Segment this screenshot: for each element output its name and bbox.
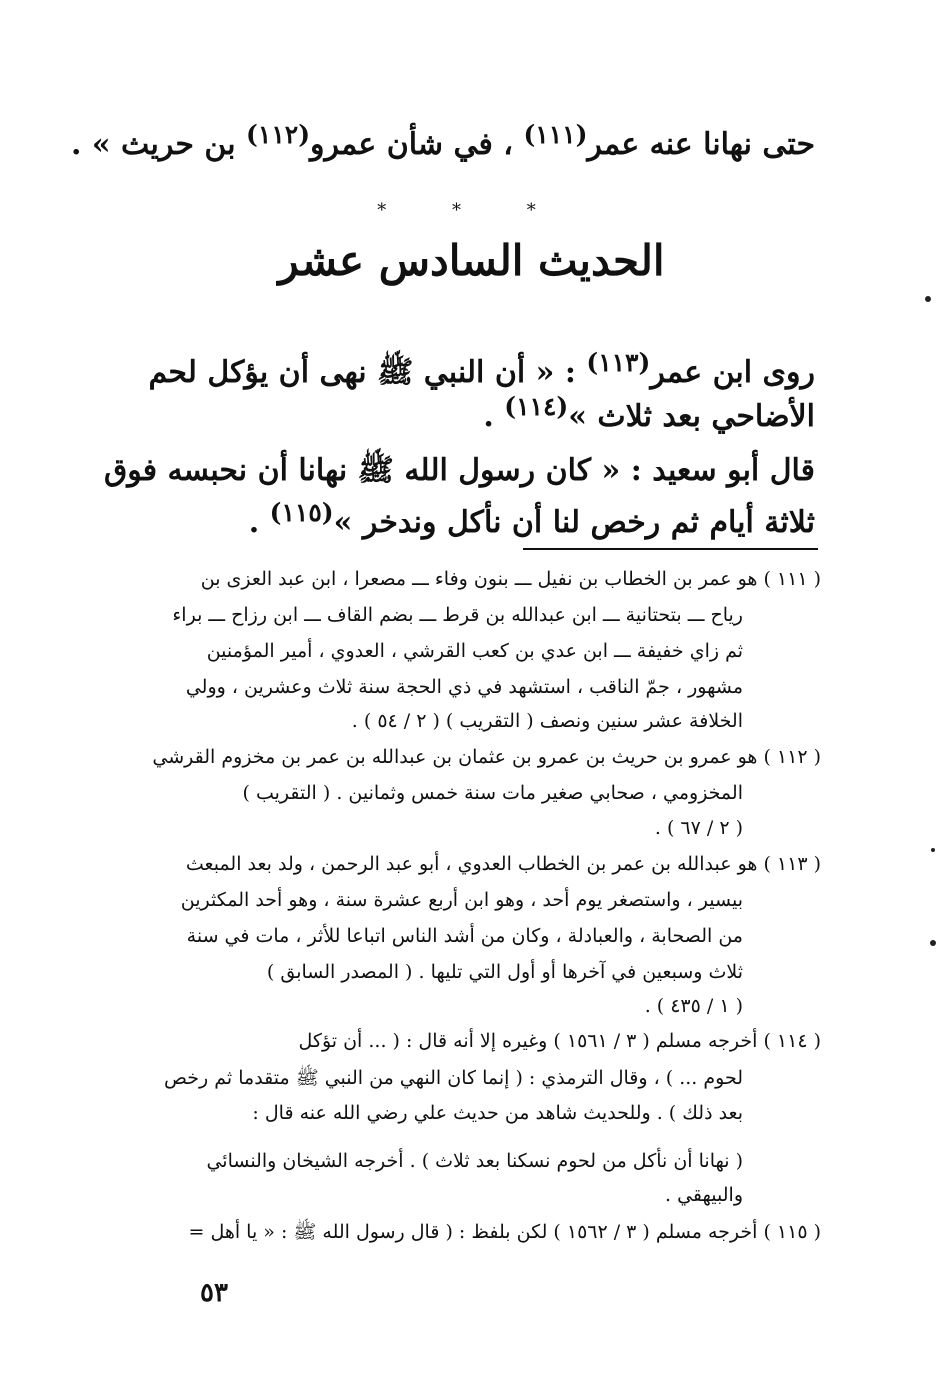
footnote-line: الخلافة عشر سنين ونصف ( التقريب ) ( ٢ / ٥٤ ) . <box>351 710 743 732</box>
body-line: روى ابن عمر$^{(١١٣)}$ : « أن النبي ﷺ نهى أن يؤكل لحم <box>148 348 815 390</box>
body-line: الأضاحي بعد ثلاث »$^{(١١٤)}$ . <box>483 392 815 434</box>
page-number: ٥٣ <box>200 1278 228 1308</box>
footnote-line: والبيهقي . <box>665 1184 743 1206</box>
footnote-line: ثلاث وسبعين في آخرها أو أول التي تليها . ( المصدر السابق ) <box>266 961 743 983</box>
footnote-line: ( ١ / ٤٣٥ ) . <box>644 995 743 1017</box>
body-line: ثلاثة أيام ثم رخص لنا أن نأكل وندخر »$^{(١١٥)}$ . <box>248 498 815 540</box>
section-heading: الحديث السادس عشر <box>278 236 665 285</box>
footnote-line: رياح ـــ بتحتانية ـــ ابن عبدالله بن قرط ـــ بضم القاف ـــ ابن رزاح ـــ براء <box>172 604 743 626</box>
footnote-line: لحوم ... ) ، وقال الترمذي : ( إنما كان النهي من النبي ﷺ متقدما ثم رخص <box>164 1067 743 1089</box>
top-line: حتى نهانا عنه عمر$^{(١١١)}$ ، في شأن عمرو$^{(١١٢)}$ بن حريث » . <box>70 120 815 162</box>
footnote-line: ( ١١٤ ) أخرجه مسلم ( ٣ / ١٥٦١ ) وغيره إلا أنه قال : ( ... أن تؤكل <box>298 1030 821 1052</box>
scan-speck <box>930 940 936 946</box>
footnote-line: بعد ذلك ) . وللحديث شاهد من حديث علي رضي الله عنه قال : <box>252 1102 743 1124</box>
footnote-line: ( ٢ / ٦٧ ) . <box>654 817 743 839</box>
footnote-line: مشهور ، جمّ الناقب ، استشهد في ذي الحجة سنة ثلاث وعشرين ، وولي <box>185 676 743 698</box>
section-separator: * * * <box>377 200 566 221</box>
footnote-line: ( نهانا أن نأكل من لحوم نسكنا بعد ثلاث ) . أخرجه الشيخان والنسائي <box>206 1150 743 1172</box>
body-line: قال أبو سعيد : « كان رسول الله ﷺ نهانا أن نحبسه فوق <box>103 453 815 488</box>
footnote-line: بيسير ، واستصغر يوم أحد ، وهو ابن أربع عشرة سنة ، وهو أحد المكثرين <box>180 889 743 911</box>
footnote-line: ( ١١٥ ) أخرجه مسلم ( ٣ / ١٥٦٢ ) لكن بلفظ : ( قال رسول الله ﷺ : « يا أهل = <box>188 1221 821 1243</box>
footnote-line: المخزومي ، صحابي صغير مات سنة خمس وثمانين . ( التقريب ) <box>242 782 743 804</box>
footnote-line: ثم زاي خفيفة ـــ ابن عدي بن كعب القرشي ، العدوي ، أمير المؤمنين <box>206 640 743 662</box>
scan-speck <box>931 848 935 852</box>
footnote-line: ( ١١٢ ) هو عمرو بن حريث بن عمرو بن عثمان بن عبدالله بن عمر بن مخزوم القرشي <box>152 746 821 768</box>
footnote-line: ( ١١١ ) هو عمر بن الخطاب بن نفيل ـــ بنون وفاء ـــ مصعرا ، ابن عبد العزى بن <box>200 568 821 590</box>
footnote-line: ( ١١٣ ) هو عبدالله بن عمر بن الخطاب العدوي ، أبو عبد الرحمن ، ولد بعد المبعث <box>185 853 821 875</box>
footnote-line: من الصحابة ، والعبادلة ، وكان من أشد الناس اتباعا للأثر ، مات في سنة <box>186 925 743 947</box>
footnote-divider <box>523 548 818 550</box>
scan-speck <box>925 296 931 302</box>
